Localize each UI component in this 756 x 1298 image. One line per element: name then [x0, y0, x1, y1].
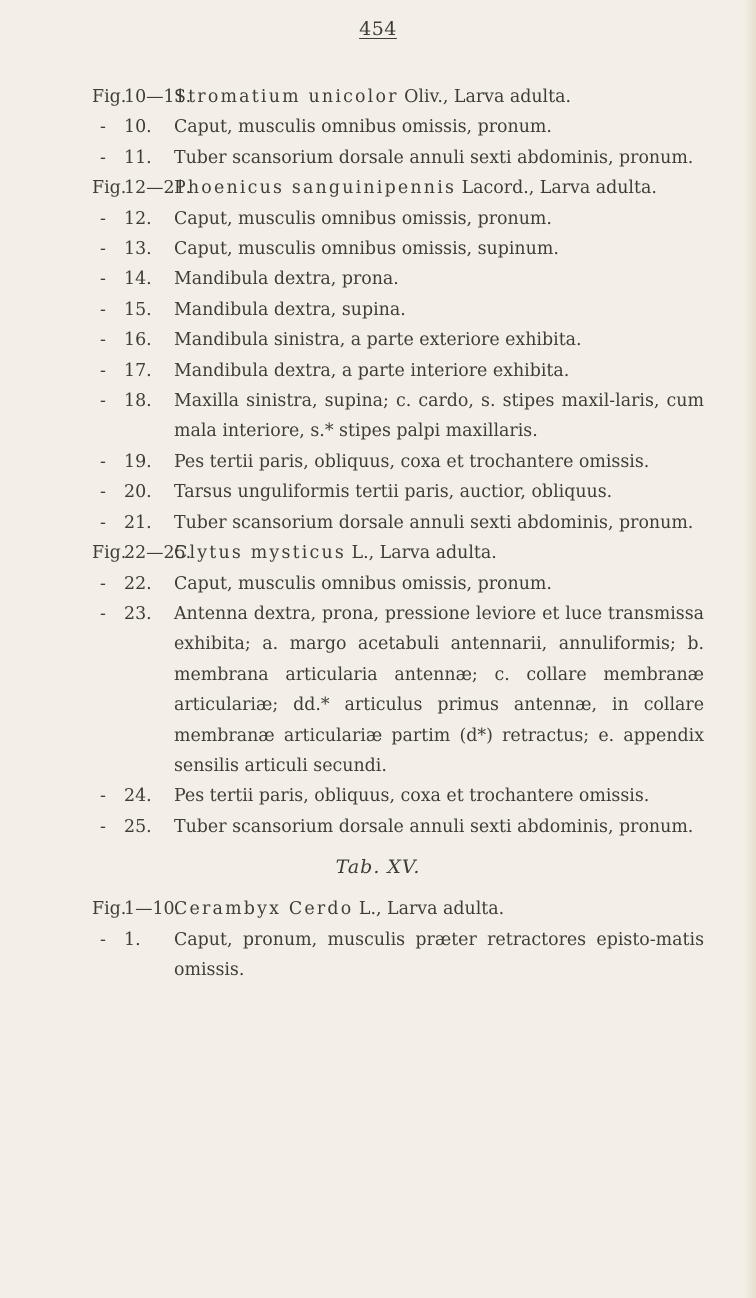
dash-mark: -: [100, 239, 106, 260]
item-text: Pes tertii paris, obliquus, coxa et trochantere omissis.: [174, 786, 650, 807]
item-number: 20.: [124, 482, 152, 503]
item-number: 16.: [124, 330, 152, 351]
figure-item: [0, 781, 756, 811]
item-number: 13.: [124, 239, 152, 260]
item-text: Mandibula dextra, supina.: [174, 299, 406, 320]
figure-item: [0, 447, 756, 477]
item-text: Caput, musculis omnibus omissis, supinum.: [174, 239, 559, 260]
item-text: Antenna dextra, prona, pressione leviore et luce transmissa exhibita; a. margo acetabuli antennarii, annuliformis; b. membrana articularia antennæ; c. collare membranæ articulariæ; dd.* articulus primus antennæ, in collare membranæ articulariæ partim (d*) retractus; e. appendix sensilis articuli secundi.: [174, 603, 704, 776]
item-text: Pes tertii paris, obliquus, coxa et trochantere omissis.: [174, 451, 650, 472]
species-description: L., Larva adulta.: [358, 899, 505, 920]
item-text: Maxilla sinistra, supina; c. cardo, s. stipes maxil-laris, cum mala interiore, s.* stipes palpi maxillaris.: [174, 391, 704, 442]
figure-item: [0, 812, 756, 842]
figure-item: [0, 356, 756, 386]
figure-item: [0, 599, 756, 781]
item-number: 23.: [124, 603, 152, 624]
species-name: Cerambyx Cerdo: [174, 899, 354, 920]
item-number: 12.: [124, 208, 152, 229]
figure-item: [0, 112, 756, 142]
item-text: Tuber scansorium dorsale annuli sexti abdominis, pronum.: [174, 512, 694, 533]
species-description: L., Larva adulta.: [351, 543, 497, 564]
dash-mark: -: [100, 299, 106, 320]
figure-item: [0, 143, 756, 173]
figure-group-header: [0, 894, 756, 924]
item-text: Tuber scansorium dorsale annuli sexti abdominis, pronum.: [174, 816, 694, 837]
fig-range: 22—25.: [124, 543, 192, 564]
dash-mark: -: [100, 269, 106, 290]
figure-group-header: [0, 538, 756, 568]
species-description: Oliv., Larva adulta.: [404, 87, 571, 107]
item-text: Mandibula sinistra, a parte exteriore exhibita.: [174, 330, 582, 351]
item-number: 19.: [124, 451, 152, 472]
dash-mark: -: [100, 573, 106, 594]
item-text: Caput, musculis omnibus omissis, pronum.: [174, 117, 552, 138]
dash-mark: -: [100, 482, 106, 503]
species-description: Lacord., Larva adulta.: [461, 178, 657, 199]
item-text: Caput, musculis omnibus omissis, pronum.: [174, 208, 552, 229]
figure-group-header: [0, 173, 756, 203]
fig-range: 12—21.: [124, 178, 192, 199]
item-text: Mandibula dextra, a parte interiore exhibita.: [174, 360, 570, 381]
fig-label: Fig.: [92, 899, 127, 920]
item-number: 1.: [124, 929, 141, 950]
species-name: Stromatium unicolor: [174, 87, 399, 107]
item-text: Mandibula dextra, prona.: [174, 269, 399, 290]
page-number: 454: [359, 18, 397, 40]
item-text: Tuber scansorium dorsale annuli sexti abdominis, pronum.: [174, 147, 694, 168]
item-number: 24.: [124, 786, 152, 807]
item-number: 17.: [124, 360, 152, 381]
dash-mark: -: [100, 208, 106, 229]
dash-mark: -: [100, 117, 106, 138]
fig-range: 10—11.: [124, 87, 192, 107]
dash-mark: -: [100, 451, 106, 472]
figure-item: [0, 204, 756, 234]
dash-mark: -: [100, 816, 106, 837]
fig-label: Fig.: [92, 178, 127, 199]
item-number: 22.: [124, 573, 152, 594]
page-edge-shadow: [744, 0, 756, 1298]
dash-mark: -: [100, 391, 106, 412]
item-number: 25.: [124, 816, 152, 837]
table-heading: Tab. XV.: [335, 856, 421, 879]
fig-label: Fig.: [92, 543, 127, 564]
item-number: 15.: [124, 299, 152, 320]
figure-item: [0, 264, 756, 294]
item-number: 14.: [124, 269, 152, 290]
figure-item: [0, 234, 756, 264]
dash-mark: -: [100, 786, 106, 807]
figure-item: [0, 508, 756, 538]
figure-item: [0, 386, 756, 447]
item-text: Caput, pronum, musculis præter retractores episto-matis omissis.: [174, 929, 704, 980]
item-text: Caput, musculis omnibus omissis, pronum.: [174, 573, 552, 594]
dash-mark: -: [100, 147, 106, 168]
item-number: 10.: [124, 117, 152, 138]
item-number: 11.: [124, 147, 152, 168]
figure-item: [0, 477, 756, 507]
item-number: 18.: [124, 391, 152, 412]
figure-item: [0, 569, 756, 599]
item-text: Tarsus unguliformis tertii paris, auctior, obliquus.: [174, 482, 613, 503]
fig-label: Fig.: [92, 87, 127, 107]
figure-group-header: [0, 82, 756, 112]
fig-range: 1—10.: [124, 899, 181, 920]
figure-item: [0, 325, 756, 355]
figure-legend: [0, 82, 756, 985]
species-name: Clytus mysticus: [174, 543, 346, 564]
dash-mark: -: [100, 330, 106, 351]
item-number: 21.: [124, 512, 152, 533]
figure-item: [0, 925, 756, 986]
figure-item: [0, 295, 756, 325]
dash-mark: -: [100, 603, 106, 624]
species-name: Phoenicus sanguinipennis: [174, 178, 457, 199]
dash-mark: -: [100, 360, 106, 381]
dash-mark: -: [100, 929, 106, 950]
dash-mark: -: [100, 512, 106, 533]
